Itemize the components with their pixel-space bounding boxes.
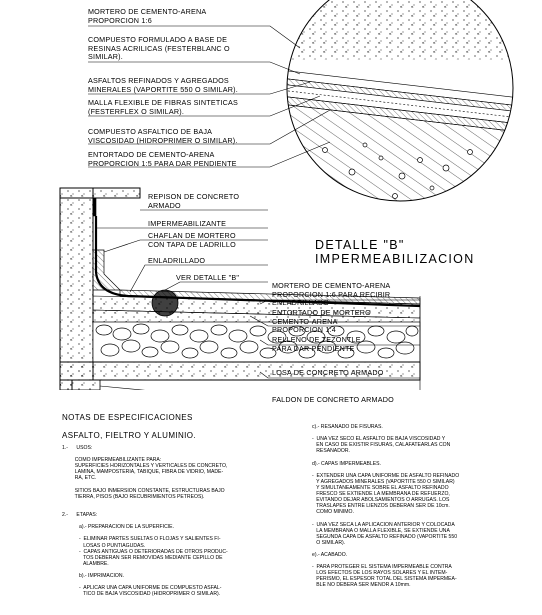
label-compuesto-acrilico: COMPUESTO FORMULADO A BASE DE RESINAS ACRILICAS (FESTERBLANC O SIMILAR). bbox=[88, 35, 230, 62]
detail-b-circle bbox=[280, 0, 520, 220]
label-relleno-tezontle: RELLENO DE TEZONTLE PARA DAR PENDIENTE bbox=[272, 335, 361, 353]
label-mortero-recibir: MORTERO DE CEMENTO-ARENA PROPORCION 1:6 PARA RECIBIR ENLADRILLADO bbox=[272, 281, 391, 308]
label-enladrillado: ENLADRILLADO bbox=[148, 256, 206, 265]
label-losa: LOSA DE CONCRETO ARMADO bbox=[272, 368, 384, 377]
detail-b-title: DETALLE "B" IMPERMEABILIZACION bbox=[315, 238, 475, 266]
label-entortado-1-4: ENTORTADO DE MORTERO CEMENTO-ARENA PROPORCION 1:4 bbox=[272, 308, 371, 335]
label-compuesto-asfaltico: COMPUESTO ASFALTICO DE BAJA VISCOSIDAD (HIDROPRIMER O SIMILAR). bbox=[88, 127, 238, 145]
label-mortero-1-6: MORTERO DE CEMENTO-ARENA PROPORCION 1:6 bbox=[88, 7, 207, 25]
label-malla-flexible: MALLA FLEXIBLE DE FIBRAS SINTETICAS (FESTERFLEX O SIMILAR). bbox=[88, 98, 238, 116]
label-chaflan: CHAFLAN DE MORTERO CON TAPA DE LADRILLO bbox=[148, 231, 236, 249]
notes-left-column: 1.- USOS: COMO IMPERMEABILIZANTE PARA: SUPERFICIES HORIZONTALES Y VERTICALES DE CONCRETO, LAMINA, MAMPOSTERIA, TABIQUE, FIBRA DE VIDRIO, MADE- RA, ETC. SITIOS BAJO INMERSION CONSTANTE, ESTRUCTURAS BAJO TIERRA, PISOS (BAJO RECUBRIMIENTOS PETREOS). 2.- ETAPAS: a).- PREPARACION DE LA SUPERFICIE. - ELIMINAR PARTES SUELTAS O FLOJAS Y SALIENTES FI- LOSAS O PUNTIAGUDAS. - CAPAS ANTIGUAS O DETERIORADAS DE OTROS PRODUC- TOS DEBERAN SER REMOVIDAS MEDIANTE CEPILLO DE ALAMBRE. b).- IMPRIMACION. - APLICAR UNA CAPA UNIFORME DE COMPUESTO ASFAL- TICO DE BAJA VISCOSIDAD (HIDROPRIMER O SIMILAR). bbox=[62, 445, 228, 598]
notes-right-column: c).- RESANADO DE FISURAS. - UNA VEZ SECO EL ASFALTO DE BAJA VISCOSIDAD Y EN CASO DE EXISTIR FISURAS, CALAFATEARLAS CON RESANADOR. d).- CAPAS IMPERMEABLES. - EXTENDER UNA CAPA UNIFORME DE ASFALTO REFINADO Y AGREGADOS MINERALES (VAPORTITE 550 O SIMILAR) Y SIMULTANEAMENTE SOBRE EL ASFALTO REFINADO FRESCO SE EXTIENDE LA MEMBRANA DE REFUERZO, EVITANDO DEJAR ABOLSAMIENTOS O ARRUGAS. LOS TRASLAPES ENTRE LIENZOS DEBERAN SER DE 10cm. COMO MINIMO. - UNA VEZ SECA LA APLICACION ANTERIOR Y COLOCADA LA MEMBRANA O MALLA FLEXIBLE, SE EXTIENDE UNA SEGUNDA CAPA DE ASFALTO REFINADO (VAPORTITE 550 O SIMILAR). e).- ACABADO. - PARA PROTEGER EL SISTEMA IMPERMEABLE CONTRA LOS EFECTOS DE LOS RAYOS SOLARES Y EL INTEM- PERISMO, EL ESPESOR TOTAL DEL SISTEMA IMPERMEA- BLE NO DEBERA SER MENOR A 10mm. bbox=[312, 424, 460, 589]
notes-title: NOTAS DE ESPECIFICACIONES bbox=[62, 413, 193, 422]
label-impermeabilizante: IMPERMEABILIZANTE bbox=[148, 219, 227, 228]
label-ver-detalle-b: VER DETALLE "B" bbox=[176, 273, 240, 282]
label-entortado-1-5: ENTORTADO DE CEMENTO-ARENA PROPORCION 1:5 PARA DAR PENDIENTE bbox=[88, 150, 237, 168]
label-asfaltos-refinados: ASFALTOS REFINADOS Y AGREGADOS MINERALES (VAPORTITE 550 O SIMILAR). bbox=[88, 76, 238, 94]
label-repison: REPISON DE CONCRETO ARMADO bbox=[148, 192, 240, 210]
label-faldon: FALDON DE CONCRETO ARMADO bbox=[272, 395, 394, 404]
notes-subtitle: ASFALTO, FIELTRO Y ALUMINIO. bbox=[62, 431, 197, 440]
